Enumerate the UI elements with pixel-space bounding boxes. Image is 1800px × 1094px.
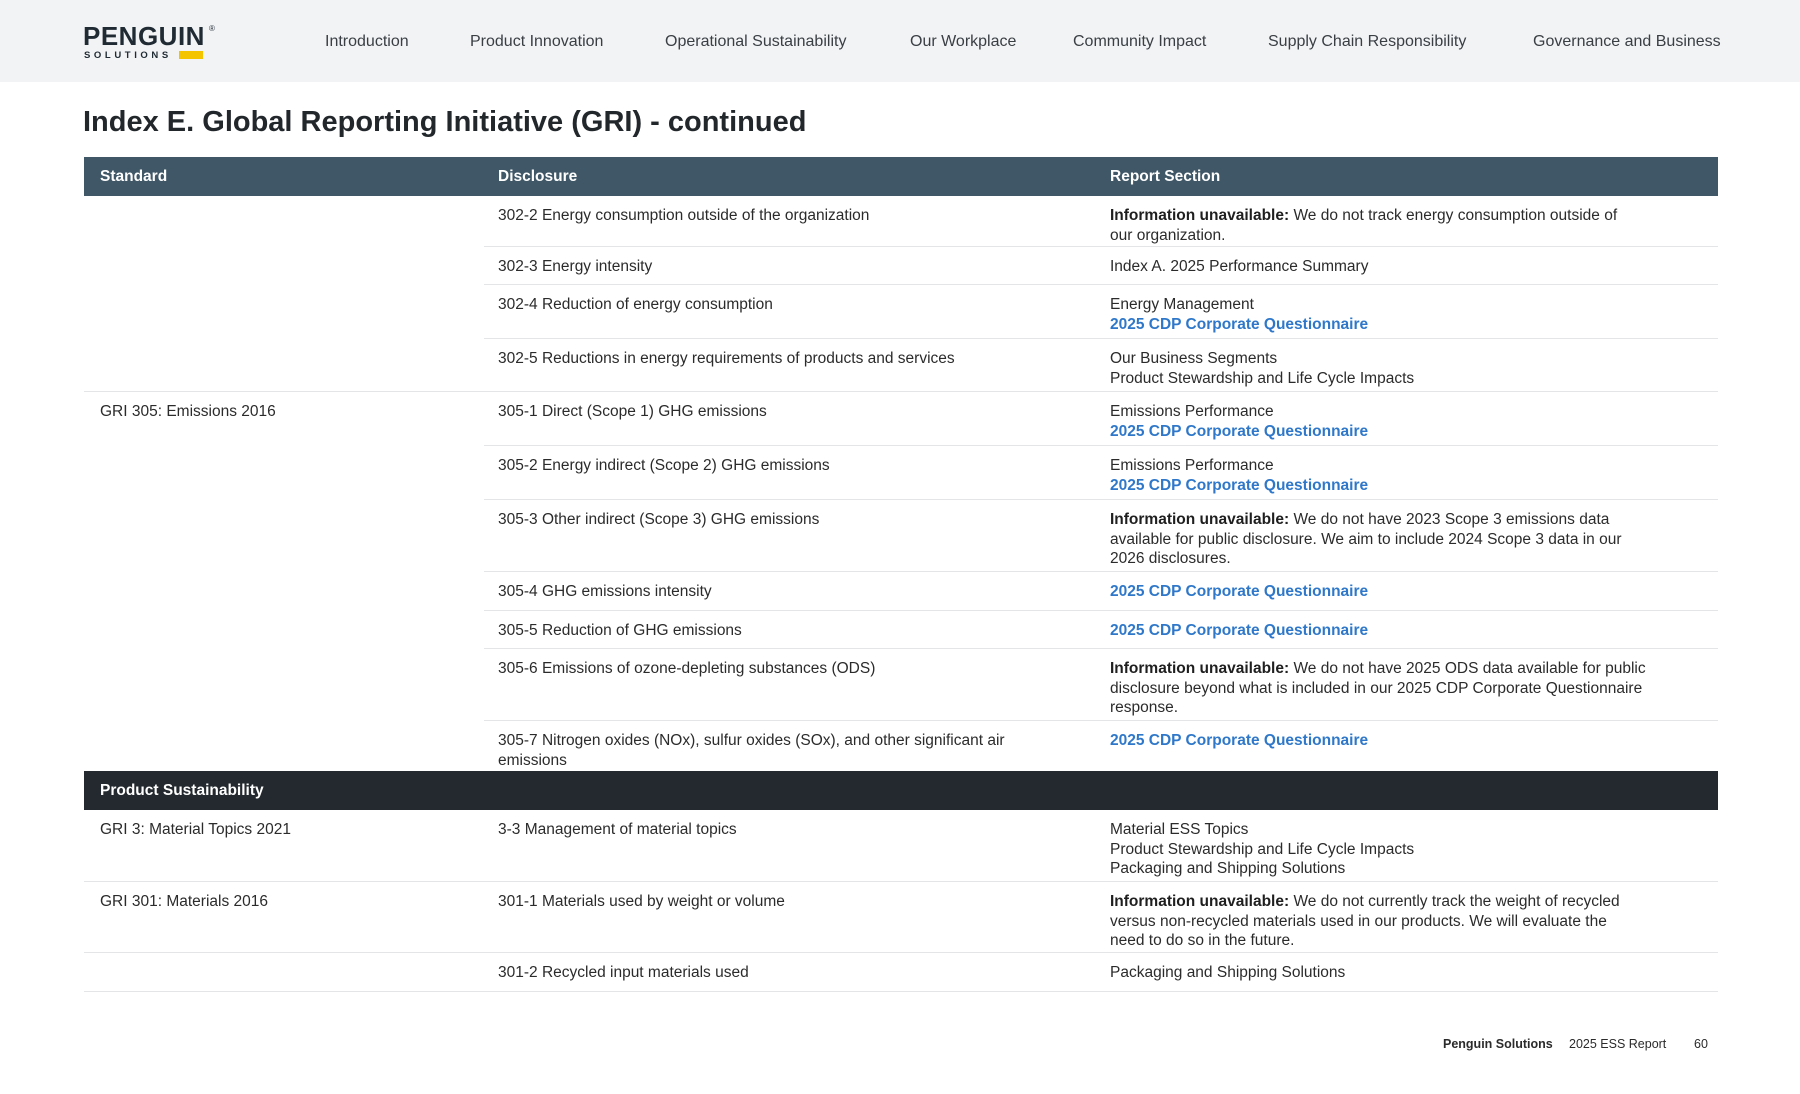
nav-governance-and-business[interactable]: Governance and Business bbox=[1533, 33, 1721, 50]
page-title: Index E. Global Reporting Initiative (GRI) - continued bbox=[83, 106, 807, 138]
column-header-report-section: Report Section bbox=[1110, 168, 1221, 185]
info-unavailable-body: We do not have 2023 Scope 3 emissions data bbox=[1289, 511, 1610, 528]
gri-index-table bbox=[84, 157, 1718, 771]
disclosure-text: 301-1 Materials used by weight or volume bbox=[498, 893, 785, 910]
report-section-text: disclosure beyond what is included in our 2025 CDP Corporate Questionnaire bbox=[1110, 679, 1643, 697]
report-section-text: Energy Management bbox=[1110, 296, 1254, 313]
table-row bbox=[84, 721, 1718, 771]
disclosure-text: 305-3 Other indirect (Scope 3) GHG emissions bbox=[498, 511, 820, 528]
table-row bbox=[84, 196, 1718, 247]
table-row bbox=[84, 810, 1718, 882]
disclosure-cell bbox=[498, 963, 1098, 983]
disclosure-text: 305-4 GHG emissions intensity bbox=[498, 583, 712, 600]
standard-text: GRI 301: Materials 2016 bbox=[100, 893, 269, 910]
standard-cell bbox=[100, 820, 480, 840]
disclosure-cell bbox=[498, 206, 1098, 226]
table-row bbox=[84, 611, 1718, 649]
report-section-text: Emissions Performance bbox=[1110, 457, 1274, 474]
section-title: Product Sustainability bbox=[100, 782, 264, 799]
table-header bbox=[84, 157, 1718, 196]
standard-cell bbox=[100, 892, 480, 912]
nav-product-innovation[interactable]: Product Innovation bbox=[470, 33, 604, 50]
logo-subtitle: SOLUTIONS bbox=[84, 50, 172, 61]
standard-text: GRI 305: Emissions 2016 bbox=[100, 403, 276, 420]
report-section-cell bbox=[1110, 510, 1710, 569]
table-row bbox=[84, 649, 1718, 721]
logo-registered-mark: ® bbox=[209, 24, 215, 33]
logo-accent-bar bbox=[179, 51, 203, 59]
table-row bbox=[84, 882, 1718, 953]
disclosure-cell bbox=[498, 621, 1098, 641]
info-unavailable-label: Information unavailable: bbox=[1110, 660, 1290, 677]
table-row bbox=[84, 572, 1718, 611]
report-section-cell bbox=[1110, 659, 1710, 718]
nav-operational-sustainability[interactable]: Operational Sustainability bbox=[665, 33, 847, 50]
disclosure-text: 305-6 Emissions of ozone-depleting substances (ODS) bbox=[498, 660, 876, 677]
report-section-cell bbox=[1110, 295, 1710, 334]
report-section-text: Emissions Performance bbox=[1110, 403, 1274, 420]
info-unavailable-label: Information unavailable: bbox=[1110, 207, 1290, 224]
info-unavailable-body: We do not have 2025 ODS data available for public bbox=[1289, 660, 1646, 677]
disclosure-cell bbox=[498, 820, 1098, 840]
report-section-text: Packaging and Shipping Solutions bbox=[1110, 860, 1346, 877]
report-section-cell bbox=[1110, 892, 1710, 951]
main-nav bbox=[0, 32, 1800, 52]
report-section-text: our organization. bbox=[1110, 226, 1226, 244]
table-row bbox=[84, 446, 1718, 500]
table-body bbox=[84, 196, 1718, 771]
report-section-cell bbox=[1110, 820, 1710, 879]
column-header-disclosure: Disclosure bbox=[498, 168, 578, 185]
cdp-questionnaire-link[interactable]: 2025 CDP Corporate Questionnaire bbox=[1110, 732, 1369, 749]
report-section-cell bbox=[1110, 963, 1710, 983]
report-section-cell bbox=[1110, 349, 1710, 388]
standard-cell bbox=[100, 402, 480, 422]
gri-index-table-product bbox=[84, 810, 1718, 992]
standard-text: GRI 3: Material Topics 2021 bbox=[100, 821, 291, 838]
table-row bbox=[84, 953, 1718, 992]
footer-company: Penguin Solutions bbox=[1443, 1037, 1553, 1051]
disclosure-cell bbox=[498, 295, 1098, 315]
disclosure-cell bbox=[498, 349, 1098, 369]
cdp-questionnaire-link[interactable]: 2025 CDP Corporate Questionnaire bbox=[1110, 583, 1369, 600]
report-section-cell bbox=[1110, 206, 1710, 245]
nav-introduction[interactable]: Introduction bbox=[325, 33, 409, 50]
report-section-text: need to do so in the future. bbox=[1110, 932, 1295, 949]
disclosure-text: 305-2 Energy indirect (Scope 2) GHG emissions bbox=[498, 457, 830, 474]
info-unavailable-body: We do not track energy consumption outside of bbox=[1289, 207, 1618, 224]
table-row bbox=[84, 339, 1718, 392]
cdp-questionnaire-link[interactable]: 2025 CDP Corporate Questionnaire bbox=[1110, 622, 1369, 639]
disclosure-cell bbox=[498, 582, 1098, 602]
disclosure-cell bbox=[498, 257, 1098, 277]
disclosure-text: 302-5 Reductions in energy requirements of products and services bbox=[498, 350, 955, 367]
nav-community-impact[interactable]: Community Impact bbox=[1073, 33, 1207, 50]
disclosure-cell bbox=[498, 659, 1098, 679]
nav-our-workplace[interactable]: Our Workplace bbox=[910, 33, 1017, 50]
info-unavailable-label: Information unavailable: bbox=[1110, 893, 1290, 910]
cdp-questionnaire-link[interactable]: 2025 CDP Corporate Questionnaire bbox=[1110, 476, 1369, 494]
table-row bbox=[84, 285, 1718, 339]
report-section-cell bbox=[1110, 582, 1710, 602]
report-section-text: Index A. 2025 Performance Summary bbox=[1110, 258, 1369, 275]
report-section-cell bbox=[1110, 621, 1710, 641]
cdp-questionnaire-link[interactable]: 2025 CDP Corporate Questionnaire bbox=[1110, 422, 1369, 440]
disclosure-text: 305-5 Reduction of GHG emissions bbox=[498, 622, 742, 639]
info-unavailable-label: Information unavailable: bbox=[1110, 511, 1290, 528]
disclosure-text: emissions bbox=[498, 751, 567, 769]
info-unavailable-text bbox=[1110, 659, 1710, 679]
disclosure-cell bbox=[498, 731, 1098, 770]
disclosure-cell bbox=[498, 510, 1098, 530]
disclosure-text: 302-4 Reduction of energy consumption bbox=[498, 296, 773, 313]
info-unavailable-text bbox=[1110, 206, 1710, 226]
report-section-cell bbox=[1110, 731, 1710, 751]
cdp-questionnaire-link[interactable]: 2025 CDP Corporate Questionnaire bbox=[1110, 315, 1369, 333]
report-section-cell bbox=[1110, 257, 1710, 277]
table-row bbox=[84, 247, 1718, 285]
logo-wordmark: PENGUIN bbox=[83, 21, 205, 51]
top-navigation-bar bbox=[0, 0, 1800, 82]
report-section-cell bbox=[1110, 456, 1710, 495]
report-section-cell bbox=[1110, 402, 1710, 441]
footer-report-name: 2025 ESS Report bbox=[1569, 1037, 1667, 1051]
section-header-product-sustainability bbox=[84, 771, 1718, 810]
disclosure-cell bbox=[498, 892, 1098, 912]
table-body-product bbox=[84, 810, 1718, 992]
report-section-text: Product Stewardship and Life Cycle Impacts bbox=[1110, 369, 1415, 387]
report-section-text: response. bbox=[1110, 699, 1179, 716]
disclosure-text: 305-7 Nitrogen oxides (NOx), sulfur oxides (SOx), and other significant air bbox=[498, 732, 1005, 749]
report-section-text: Our Business Segments bbox=[1110, 350, 1278, 367]
disclosure-text: 302-3 Energy intensity bbox=[498, 258, 653, 275]
disclosure-text: 3-3 Management of material topics bbox=[498, 821, 737, 838]
report-section-text: available for public disclosure. We aim to include 2024 Scope 3 data in our bbox=[1110, 530, 1622, 548]
footer-page-number: 60 bbox=[1694, 1037, 1708, 1051]
disclosure-cell bbox=[498, 456, 1098, 476]
report-section-text: 2026 disclosures. bbox=[1110, 550, 1231, 567]
disclosure-text: 302-2 Energy consumption outside of the organization bbox=[498, 207, 870, 224]
report-section-text: versus non-recycled materials used in our products. We will evaluate the bbox=[1110, 912, 1607, 930]
info-unavailable-text bbox=[1110, 510, 1710, 530]
info-unavailable-body: We do not currently track the weight of recycled bbox=[1289, 893, 1620, 910]
table-row bbox=[84, 392, 1718, 446]
report-section-text: Material ESS Topics bbox=[1110, 821, 1249, 838]
disclosure-text: 301-2 Recycled input materials used bbox=[498, 964, 749, 981]
column-header-standard: Standard bbox=[100, 168, 168, 185]
table-row bbox=[84, 500, 1718, 572]
nav-supply-chain-responsibility[interactable]: Supply Chain Responsibility bbox=[1268, 33, 1467, 50]
info-unavailable-text bbox=[1110, 892, 1710, 912]
report-section-text: Product Stewardship and Life Cycle Impacts bbox=[1110, 840, 1415, 858]
disclosure-cell bbox=[498, 402, 1098, 422]
disclosure-text: 305-1 Direct (Scope 1) GHG emissions bbox=[498, 403, 767, 420]
row-divider bbox=[84, 991, 1718, 992]
report-section-text: Packaging and Shipping Solutions bbox=[1110, 964, 1346, 981]
